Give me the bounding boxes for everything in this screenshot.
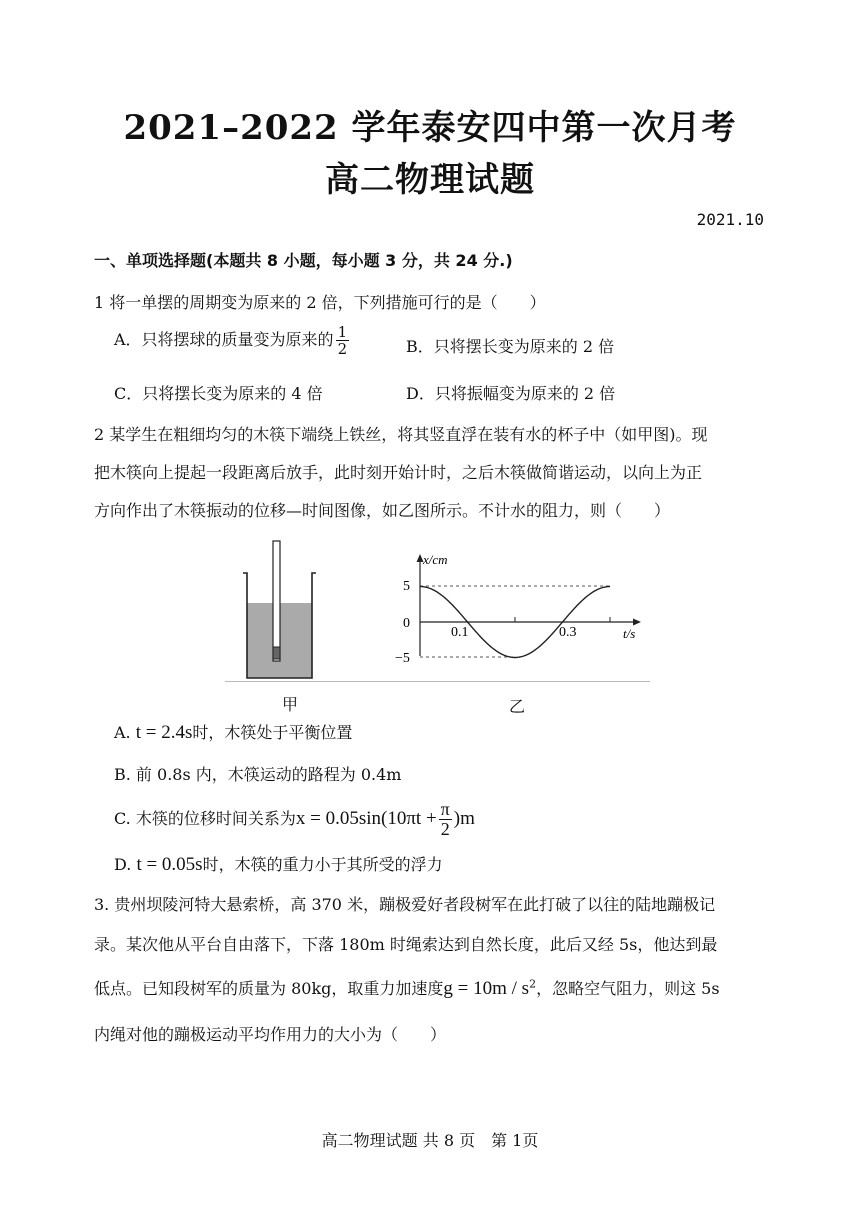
q2-option-c [114, 800, 475, 839]
x-tick-label-0.1: 0.1 [451, 625, 469, 640]
q1-option-a-text: A．只将摆球的质量变为原来的 [114, 330, 334, 349]
fraction-denominator: 2 [440, 819, 450, 839]
q2-option-c-formula-end: )m [453, 808, 475, 829]
y-tick-label-neg5: −5 [395, 651, 410, 665]
y-tick-label-0: 0 [403, 616, 410, 631]
page-footer: 高二物理试题 共 8 页 第 1页 [321, 1131, 539, 1150]
q1-option-c: C．只将摆长变为原来的 4 倍 [114, 384, 323, 403]
q1-option-a [114, 324, 351, 357]
q2-option-a-label: A. [114, 723, 131, 742]
q2-option-d-text: 时，木筷的重力小于其所受的浮力 [202, 855, 443, 874]
q3-line4: 内绳对他的蹦极运动平均作用力的大小为（ ） [94, 1025, 447, 1044]
q3-line3-end: ，忽略空气阻力，则这 5s [536, 979, 720, 998]
q2-option-d-math: t = 0.05s [136, 854, 203, 875]
q1-stem: 1 将一单摆的周期变为原来的 2 倍，下列措施可行的是（ ） [94, 293, 546, 312]
q1-option-b: B．只将摆长变为原来的 2 倍 [406, 337, 615, 356]
fraction-denominator: 2 [337, 340, 348, 358]
q2-option-a [114, 720, 352, 744]
q1-option-d: D．只将振幅变为原来的 2 倍 [406, 384, 616, 403]
figure-yi-graph [365, 550, 655, 665]
exam-date: 2021.10 [696, 210, 764, 229]
q2-stem-line3: 方向作出了木筷振动的位移—时间图像，如乙图所示。不计水的阻力，则（ ） [94, 501, 671, 520]
q3-line2: 录。某次他从平台自由落下，下落 180m 时绳索达到自然长度，此后又经 5s，他达到最 [94, 935, 718, 954]
q2-option-c-text: C. 木筷的位移时间关系为 [114, 809, 296, 828]
q2-option-d [114, 852, 443, 876]
q2-option-c-formula: x = 0.05sin(10πt + [295, 808, 437, 829]
figure-yi-label: 乙 [509, 697, 526, 716]
q3-line3 [94, 976, 720, 1000]
q2-option-a-text: 时，木筷处于平衡位置 [192, 723, 353, 742]
x-tick-label-0.3: 0.3 [559, 625, 577, 640]
figure-baseline [225, 681, 650, 682]
y-axis-label: x/cm [423, 552, 448, 567]
q2-option-a-math: t = 2.4s [135, 722, 193, 743]
figure-jia-cup [240, 535, 320, 683]
iron-wire [273, 647, 280, 659]
section-heading: 一、单项选择题(本题共 8 小题，每小题 3 分，共 24 分.) [94, 251, 513, 270]
exam-subtitle: 高二物理试题 [325, 160, 535, 200]
q2-stem-line1: 2 某学生在粗细均匀的木筷下端绕上铁丝，将其竖直浮在装有水的杯子中（如甲图)。现 [94, 425, 708, 444]
x-axis-label: t/s [623, 626, 636, 641]
q2-option-d-label: D. [114, 855, 132, 874]
figure-jia-label: 甲 [282, 695, 299, 714]
q2-stem-line2: 把木筷向上提起一段距离后放手，此时刻开始计时，之后木筷做简谐运动，以向上为正 [94, 463, 703, 482]
chopstick [273, 541, 280, 661]
q3-line3-text: 低点。已知段树军的质量为 80kg，取重力加速度 [94, 979, 444, 998]
fraction-half [336, 324, 350, 357]
exam-title: 2021–2022 学年泰安四中第一次月考 [123, 108, 737, 148]
q3-exponent: 2 [529, 977, 537, 991]
fraction-numerator: 1 [337, 323, 348, 341]
q3-line1: 3. 贵州坝陵河特大悬索桥，高 370 米，蹦极爱好者段树军在此打破了以往的陆地蹦极记 [94, 895, 716, 914]
fraction-pi-over-2 [439, 800, 452, 839]
fraction-numerator: π [440, 799, 450, 819]
y-tick-label-5: 5 [403, 579, 410, 594]
q3-gravity-formula: g = 10m / s [443, 978, 530, 999]
q2-option-b: B. 前 0.8s 内，木筷运动的路程为 0.4m [114, 765, 402, 784]
x-axis-arrow [633, 619, 641, 626]
